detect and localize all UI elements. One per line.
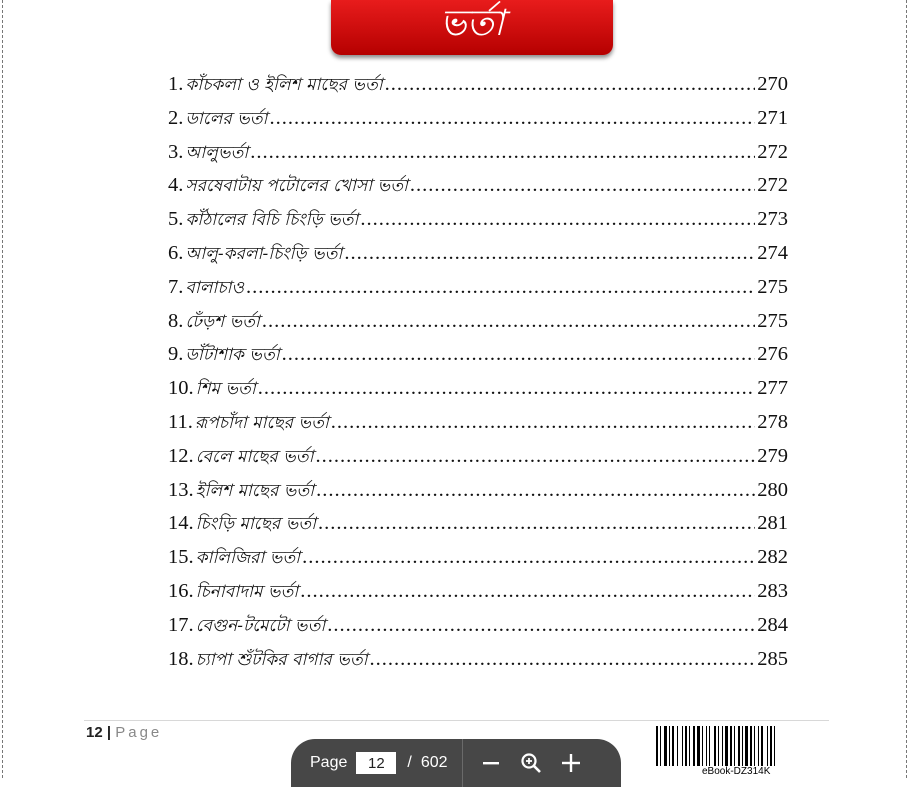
viewer-page-word: Page [310,754,348,771]
toc-leader-dots [302,546,755,569]
toc-page-number: 272 [757,140,788,163]
toc-number: 15. [168,546,194,569]
toc-label: রূপচাঁদা মাছের ভর্তা [194,412,329,433]
toc-leader-dots [331,411,755,434]
footer-page-word: Page [115,724,163,741]
barcode-bar [697,726,700,766]
toc-label: আলুভর্তা [185,142,249,163]
table-of-contents [168,72,788,680]
toc-leader-dots [385,73,756,96]
toc-label: কাঁচকলা ও ইলিশ মাছের ভর্তা [185,75,383,95]
toc-label: ডালের ভর্তা [185,108,268,129]
barcode-bar [706,726,707,766]
barcode [656,726,832,778]
toc-number: 17. [168,613,194,636]
toc-page-number: 282 [757,546,788,569]
toc-number: 16. [168,579,194,602]
toc-leader-dots [318,512,755,535]
toc-page-number: 276 [757,343,788,366]
toc-page-number: 283 [757,579,788,602]
toc-label: ইলিশ মাছের ভর্তা [195,480,315,501]
barcode-bar [742,726,743,766]
toc-page-number: 275 [757,309,788,332]
toc-row[interactable] [168,342,788,376]
toc-leader-dots [327,614,755,637]
footer-separator: | [106,724,112,741]
toc-number: 14. [168,512,194,535]
toc-row[interactable] [168,478,788,512]
barcode-bar [758,726,759,766]
barcode-bar [750,726,752,766]
toc-page-number: 272 [757,174,788,197]
barcode-bar [770,726,772,766]
toc-leader-dots [262,310,755,333]
minus-icon [481,753,501,773]
barcode-bar [660,726,661,766]
barcode-bar [669,726,670,766]
zoom-out-button[interactable] [471,743,511,783]
zoom-magnifier-icon [519,751,543,775]
toc-row[interactable] [168,173,788,207]
toc-leader-dots [246,276,755,299]
barcode-bar [693,726,695,766]
toc-label: চিংড়ি মাছের ভর্তা [195,514,316,535]
toc-leader-dots [370,648,756,671]
toc-page-number: 277 [757,377,788,400]
toc-page-number: 271 [757,106,788,129]
footer-page-number: 12 [86,724,103,741]
barcode-bar [730,726,732,766]
toc-label: বেলে মাছের ভর্তা [195,446,314,467]
toc-page-number: 278 [757,410,788,433]
toc-label: শিম ভর্তা [195,379,256,400]
barcode-bar [677,726,678,766]
barcode-bar [734,726,735,766]
toc-row[interactable] [168,309,788,343]
toc-row[interactable] [168,444,788,478]
toc-leader-dots [250,141,755,164]
toc-number: 8. [168,309,184,332]
footer-divider [84,720,829,721]
barcode-bar [767,726,768,766]
toc-number: 5. [168,208,184,231]
toc-number: 6. [168,241,184,264]
toc-row[interactable] [168,376,788,410]
toc-page-number: 284 [757,613,788,636]
toc-row[interactable] [168,579,788,613]
toc-number: 10. [168,377,194,400]
barcode-bar [718,726,719,766]
barcode-bar [685,726,687,766]
toc-number: 3. [168,140,184,163]
toc-number: 2. [168,106,184,129]
barcode-bar [656,726,658,766]
toc-leader-dots [344,242,755,265]
toc-label: সরষেবাটায় পটোলের খোসা ভর্তা [185,176,408,197]
toc-row[interactable] [168,647,788,681]
toc-page-number: 281 [757,512,788,535]
barcode-image [656,726,832,766]
toc-number: 4. [168,174,184,197]
barcode-bar [672,726,674,766]
toc-label: আলু-করলা-চিংড়ি ভর্তা [185,243,343,264]
barcode-bar [682,726,683,766]
title-banner [331,0,613,55]
toc-number: 18. [168,647,194,670]
toc-number: 13. [168,478,194,501]
toc-leader-dots [282,343,756,366]
toc-page-number: 275 [757,275,788,298]
toc-label: কাঁঠালের বিচি চিংড়ি ভর্তা [185,210,359,231]
toc-leader-dots [300,580,755,603]
toc-label: চ্যাপা শুঁটকির বাগার ভর্তা [195,649,368,670]
toc-leader-dots [258,377,756,400]
toc-page-number: 279 [757,444,788,467]
toc-page-number: 280 [757,478,788,501]
barcode-bar [738,726,740,766]
barcode-bar [745,726,748,766]
barcode-bar [774,726,775,766]
barcode-bar [754,726,755,766]
toc-row[interactable] [168,275,788,309]
page-number-input[interactable] [356,752,396,774]
toc-leader-dots [410,174,755,197]
toc-row[interactable] [168,241,788,275]
toc-label: ঢেঁড়শ ভর্তা [185,311,260,332]
toc-label: চিনাবাদাম ভর্তা [195,581,299,602]
plus-icon [560,752,582,774]
toc-number: 12. [168,444,194,467]
barcode-bar [689,726,690,766]
toc-number: 9. [168,343,184,366]
barcode-bar [664,726,667,766]
toc-number: 1. [168,73,184,95]
viewer-page-separator: / [407,754,412,771]
toc-row[interactable] [168,511,788,545]
footer-page-label [86,724,162,741]
toc-label: ডাঁটাশাক ভর্তা [185,345,280,366]
toc-page-number: 273 [757,208,788,231]
toc-leader-dots [316,445,756,468]
toc-number: 7. [168,275,184,298]
toc-leader-dots [269,107,755,130]
toc-row[interactable] [168,410,788,444]
toc-row[interactable] [168,613,788,647]
zoom-in-button[interactable] [551,743,591,783]
page-title: ভর্তা [439,2,505,44]
toc-row[interactable] [168,72,788,106]
toc-row[interactable] [168,545,788,579]
toc-label: কালিজিরা ভর্তা [195,548,301,569]
toc-page-number: 274 [757,241,788,264]
toc-leader-dots [316,479,755,502]
barcode-bar [722,726,723,766]
zoom-fit-button[interactable] [511,743,551,783]
viewer-divider [462,739,463,787]
barcode-bar [714,726,716,766]
barcode-bar [725,726,728,766]
toc-number: 11. [168,410,193,433]
toc-label: বালাচাও [185,277,244,298]
toc-row[interactable] [168,207,788,241]
toc-label: বেগুন-টমেটো ভর্তা [195,615,326,636]
toc-row[interactable] [168,106,788,140]
toc-row[interactable] [168,140,788,174]
toc-leader-dots [360,208,755,231]
toc-page-number: 285 [757,647,788,670]
barcode-bar [709,726,710,766]
barcode-bar [702,726,703,766]
toc-page-number: 270 [757,73,788,95]
viewer-total-pages: 602 [420,754,448,771]
barcode-caption: eBook-DZ314K [702,766,771,777]
barcode-bar [761,726,763,766]
pdf-viewer-toolbar [291,739,621,787]
